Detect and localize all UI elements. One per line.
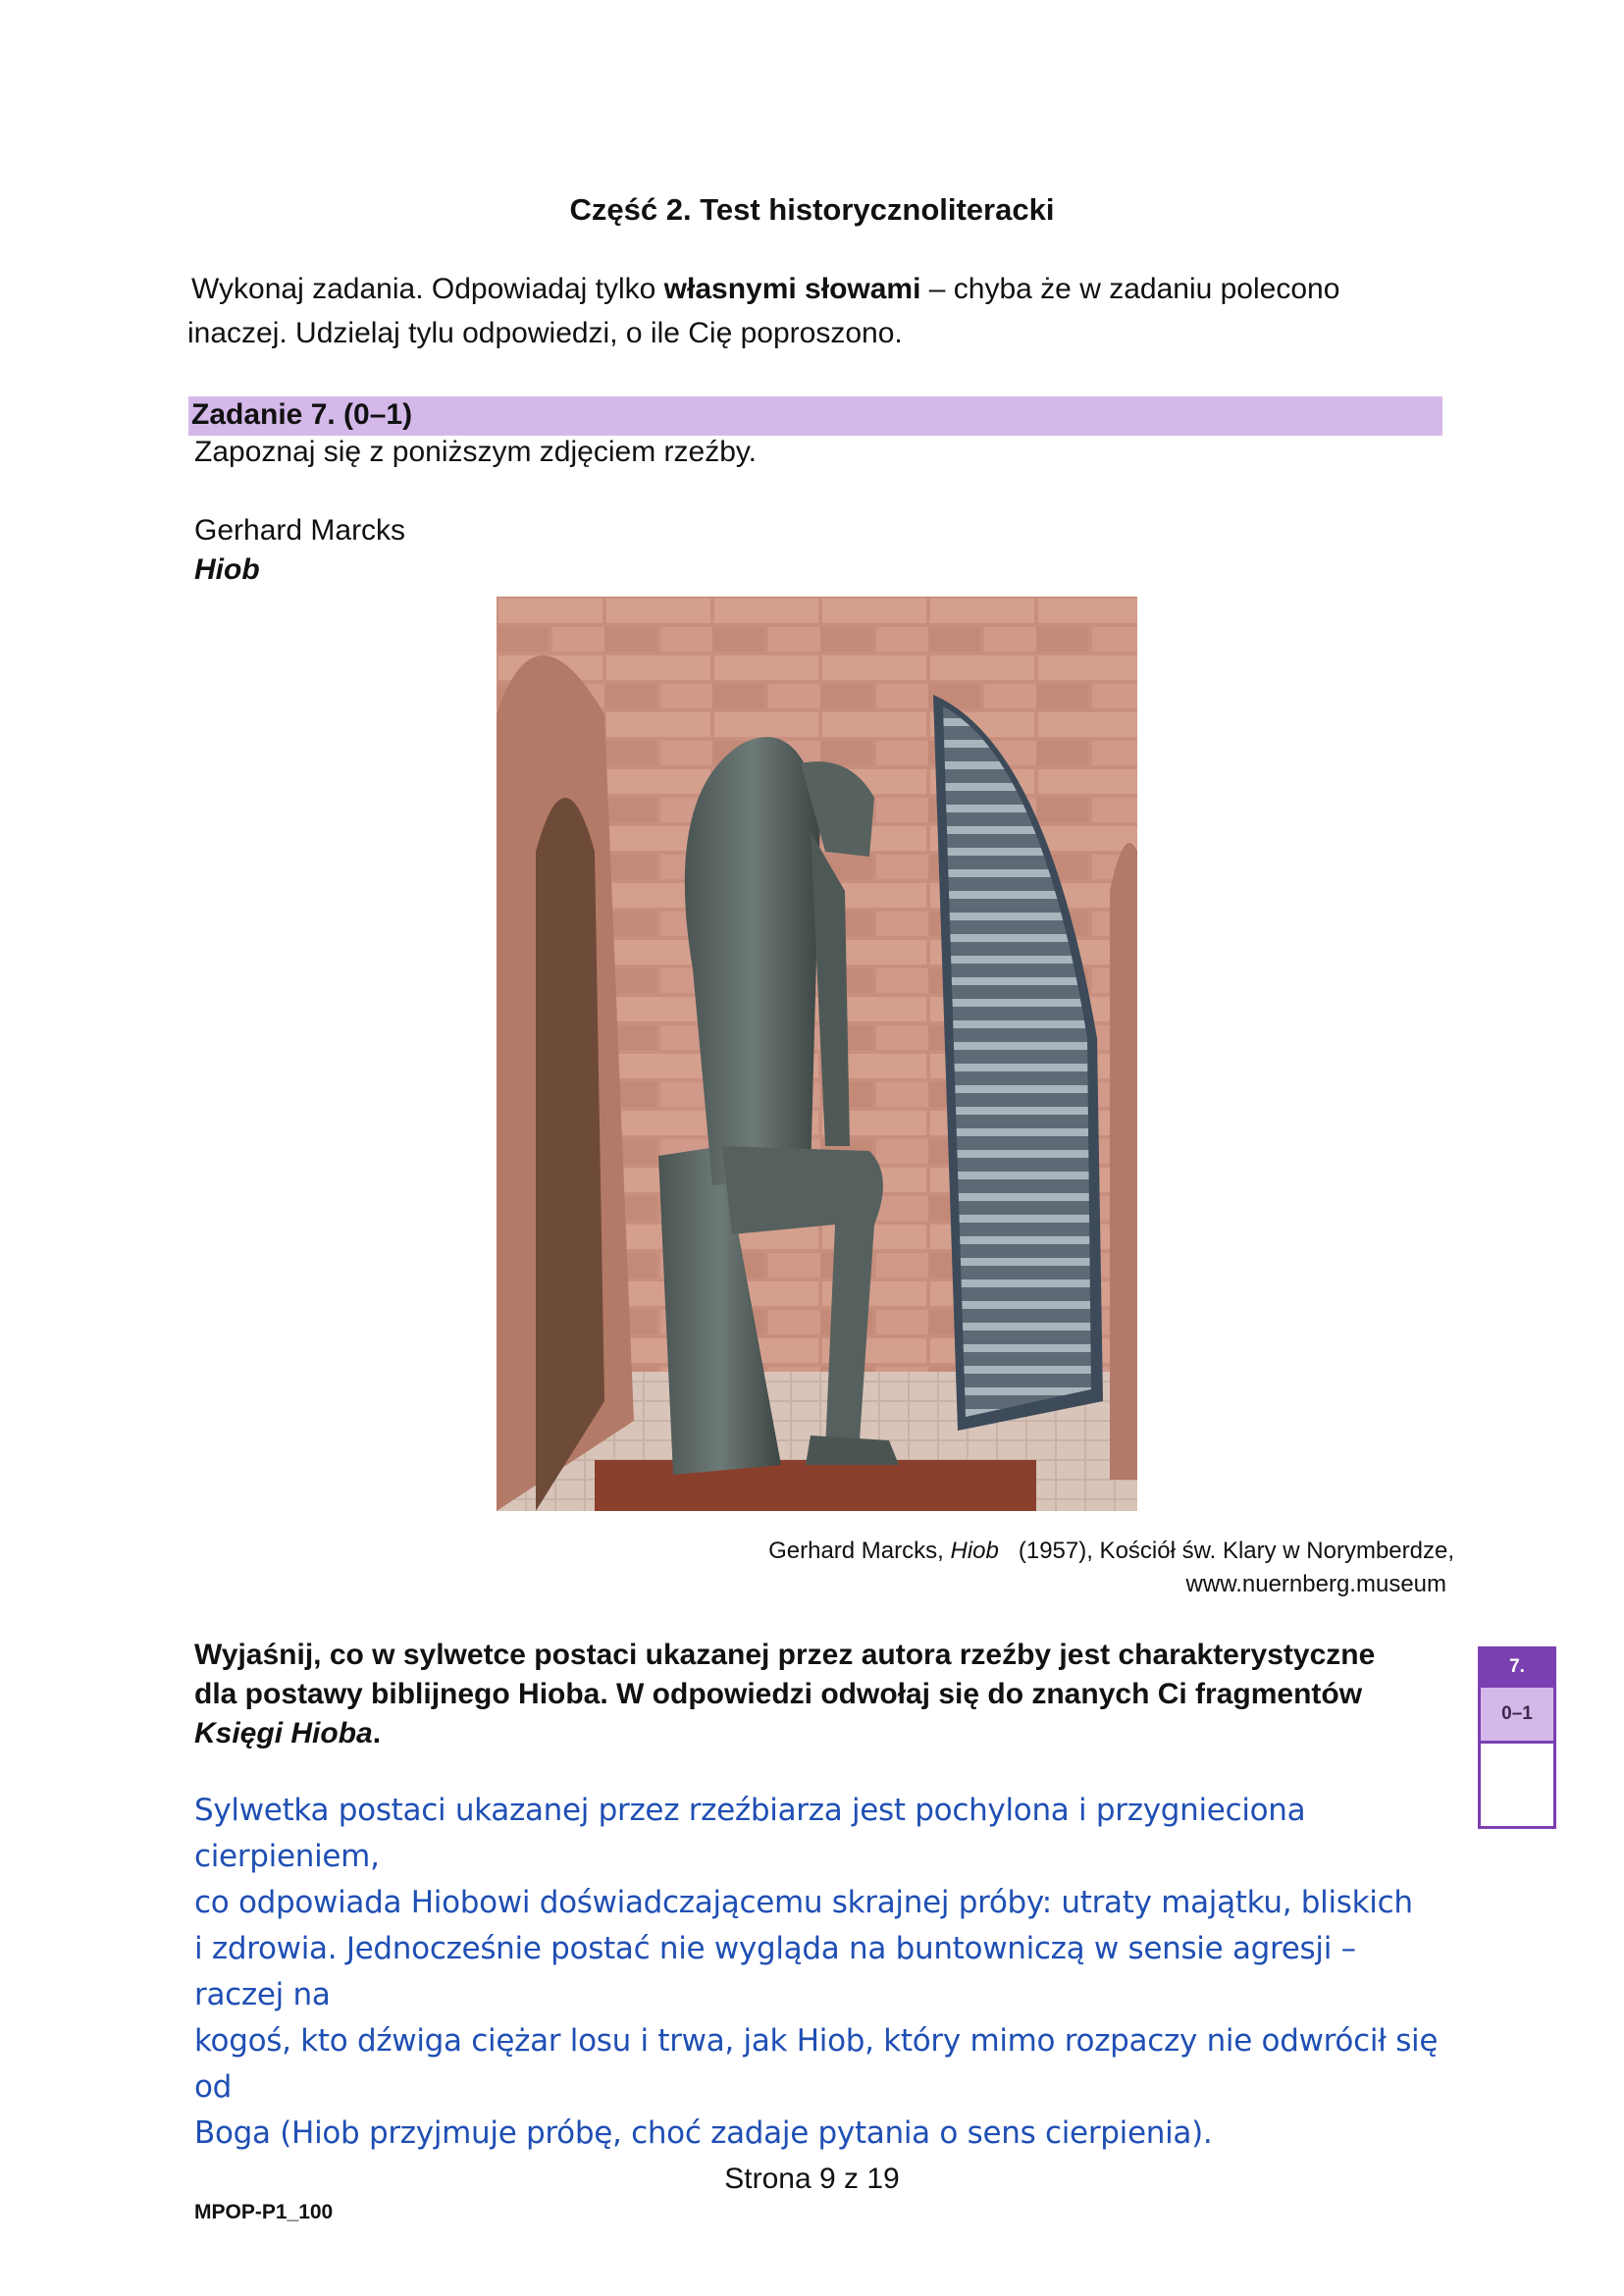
answer-line-5: Boga (Hiob przyjmuje próbę, choć zadaje pytania o sens cierpienia). (194, 2115, 1213, 2151)
question-line-3 (194, 1714, 1431, 1753)
caption-line-1 (589, 1535, 1454, 1568)
part-title: Część 2. Test historycznoliteracki (569, 192, 1055, 227)
instructions (187, 267, 1467, 355)
page-number: Strona 9 z 19 (724, 2163, 900, 2195)
task-title: Zadanie 7. (0–1) (191, 398, 413, 431)
score-range: 0–1 (1481, 1688, 1553, 1744)
instructions-line-1 (191, 267, 1467, 311)
instructions-text-end: – chyba że w zadaniu polecono (920, 273, 1340, 305)
artist-name: Gerhard Marcks (194, 514, 406, 547)
caption-title: Hiob (950, 1538, 999, 1564)
artwork-title: Hiob (194, 553, 260, 586)
photo-caption (589, 1535, 1454, 1601)
answer-line-3: i zdrowia. Jednocześnie postać nie wygląda na buntowniczą w sensie agresji – raczej na (194, 1931, 1356, 2012)
question-line-1: Wyjaśnij, co w sylwetce postaci ukazanej przez autora rzeźby jest charakterystyczne (194, 1639, 1376, 1671)
question (194, 1636, 1431, 1753)
sculpture-illustration (497, 597, 1137, 1511)
question-end: . (372, 1717, 382, 1749)
caption-artist: Gerhard Marcks, (768, 1538, 951, 1564)
instructions-line-2: inaczej. Udzielaj tylu odpowiedzi, o ile Cię poproszono. (187, 317, 903, 349)
answer-line-4: kogoś, kto dźwiga ciężar losu i trwa, jak Hiob, który mimo rozpaczy nie odwrócił się od (194, 2023, 1439, 2105)
answer-text (194, 1788, 1441, 2157)
exam-code: MPOP-P1_100 (194, 2201, 334, 2223)
caption-details: (1957), Kościół św. Klary w Norymberdze, (998, 1538, 1454, 1564)
task-intro: Zapoznaj się z poniższym zdjęciem rzeźby. (194, 436, 757, 468)
instructions-text: Wykonaj zadania. Odpowiadaj tylko (191, 273, 664, 305)
score-task-number: 7. (1478, 1646, 1556, 1688)
sculpture-photo (497, 597, 1137, 1511)
answer-line-2: co odpowiada Hiobowi doświadczającemu skrajnej próby: utraty majątku, bliskich (194, 1885, 1413, 1920)
caption-source: www.nuernberg.museum (1185, 1571, 1446, 1597)
instructions-emphasis: własnymi słowami (663, 273, 921, 305)
question-book-title: Księgi Hioba (194, 1717, 373, 1749)
answer-line-1: Sylwetka postaci ukazanej przez rzeźbiarza jest pochylona i przygnieciona cierpieniem, (194, 1793, 1306, 1874)
question-line-2: dla postawy biblijnego Hioba. W odpowiedzi odwołaj się do znanych Ci fragmentów (194, 1678, 1363, 1710)
